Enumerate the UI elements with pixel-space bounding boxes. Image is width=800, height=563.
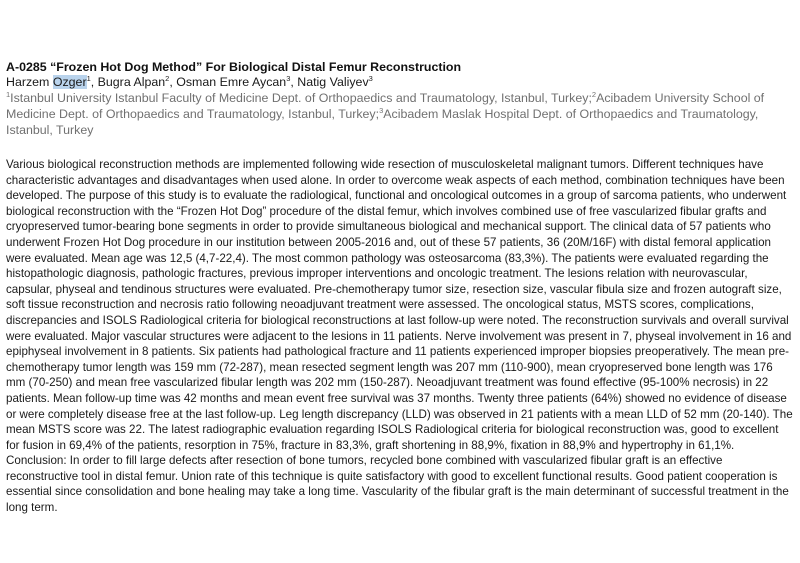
author-3-name: Osman Emre Aycan <box>176 75 287 89</box>
abstract-title <box>6 60 794 75</box>
author-3-separator: , <box>290 75 298 89</box>
affiliation-2-text: Acibadem University School of Medicine Dept. of Orthopaedics and Traumatology, Istanbul, Turkey; <box>6 91 765 121</box>
affiliation-2-mark: 2 <box>591 89 597 99</box>
affiliation-1-text: Istanbul University Istanbul Faculty of Medicine Dept. of Orthopaedics and Traumatology, Istanbul, Turkey; <box>10 91 592 105</box>
author-1-name-pre: Harzem <box>6 75 53 89</box>
author-1-name-highlighted: Ozger <box>52 75 87 89</box>
title-text: “Frozen Hot Dog Method” For Biological Distal Femur Reconstruction <box>50 60 462 74</box>
affiliation-3-text: Acibadem Maslak Hospital Dept. of Orthopaedics and Traumatology, Istanbul, Turkey <box>6 107 759 137</box>
author-list <box>6 75 794 90</box>
author-4-affiliation-mark: 3 <box>368 73 373 83</box>
author-1-affiliation-mark: 1 <box>86 73 91 83</box>
author-3-affiliation-mark: 3 <box>286 73 291 83</box>
author-2-separator: , <box>169 75 177 89</box>
author-4-name: Natig Valiyev <box>297 75 369 89</box>
author-1-separator: , <box>90 75 98 89</box>
abstract-body: Various biological reconstruction methods are implemented following wide resection of musculoskeletal malignant tumors. Different techniques have characteristic advantages and disadvantages when used alone. In order to overcome weak aspects of each method, combination techniques have been developed. The purpose of this study is to evaluate the radiological, functional and oncological outcomes in a group of sarcoma patients, who underwent biological reconstruction with the “Frozen Hot Dog” procedure of the distal femur, which involves combined use of free vascularized fibular grafts and cryopreserved tumor-bearing bone segments in order to provide simultaneous biological and mechanical support. The clinical data of 57 patients who underwent Frozen Hot Dog procedure in our institution between 2005-2016 and, out of these 57 patients, 36 (20M/16F) with distal femoral application were evaluated. Mean age was 12,5 (4,7-22,4). The most common pathology was osteosarcoma (83,3%). The patients were evaluated regarding the histopathologic diagnosis, pathologic fractures, previous improper interventions and oncologic treatment. The lesions relation with neurovascular, capsular, physeal and tendinous structures were evaluated. Pre-chemotherapy tumor size, resection size, vascular fibula size and frozen autograft size, soft tissue reconstruction and necrosis ratio following neoadjuvant treatment were assessed. The oncological status, MSTS scores, complications, discrepancies and ISOLS Radiological criteria for biological reconstructions at last follow-up were noted. The reconstruction survivals and overall survival were evaluated. Major vascular structures were adjacent to the lesions in 11 patients. Nerve involvement was present in 7, physeal involvement in 16 and epiphyseal involvement in 8 patients. Six patients had pathological fracture and 11 patients experienced improper biopsies preoperatively. The mean pre-chemotherapy tumor length was 159 mm (72-287), mean resected segment length was 207 mm (110-900), mean cryopreserved bone length was 176 mm (70-250) and mean free vascularized fibular length was 202 mm (150-287). Neoadjuvant treatment was found effective (95-100% necrosis) in 22 patients. Mean follow-up time was 42 months and mean event free survival was 37 months. Twenty three patients (64%) showed no evidence of disease or were completely disease free at the last follow-up. Leg length discrepancy (LLD) was observed in 21 patients with a mean LLD of 52 mm (20-140). The mean MSTS score was 22. The latest radiographic evaluation regarding ISOLS Radiological criteria for biological reconstruction was, good to excellent for fusion in 69,4% of the patients, resorption in 75%, fracture in 83,3%, graft shortening in 88,9%, fixation in 88,9% and hypertrophy in 61,1%. Conclusion: In order to fill large defects after resection of bone tumors, recycled bone combined with vascularized fibular graft is an effective reconstructive tool in distal femur. Union rate of this technique is quite satisfactory with good to excellent functional results. Good patient cooperation is essential since consolidation and bone healing may take a long time. Vascularity of the fibular graft is the main determinant of successful treatment in the long term. <box>6 158 793 515</box>
abstract-document <box>6 60 794 516</box>
affiliation-3-mark: 3 <box>379 105 384 115</box>
affiliation-1-mark: 1 <box>6 89 11 99</box>
author-2-name: Bugra Alpan <box>97 75 166 89</box>
affiliations <box>6 90 794 138</box>
author-2-affiliation-mark: 2 <box>165 73 170 83</box>
abstract-id: A-0285 <box>6 60 47 74</box>
